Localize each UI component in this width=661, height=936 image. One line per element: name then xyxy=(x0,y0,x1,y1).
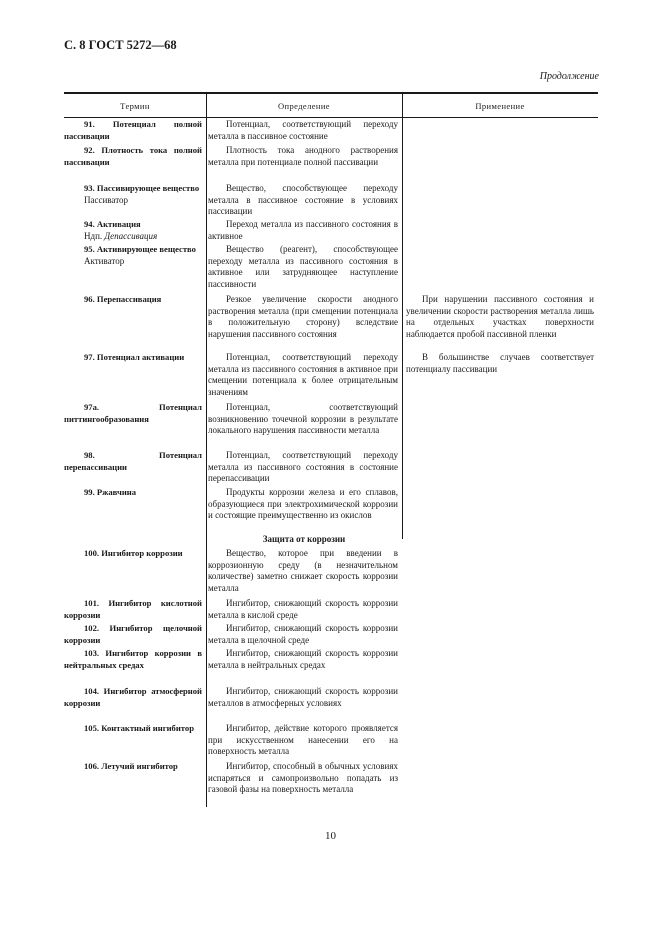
term-text: 98. Потенциал перепассивации xyxy=(64,450,202,472)
definition-cell: Ингибитор, снижающий скорость коррозии металла в нейтральных средах xyxy=(208,648,398,670)
term-cell xyxy=(64,598,202,621)
definition-cell: Вещество, способствующее переходу металла в пассивное состояние в условиях пассивации xyxy=(208,183,398,216)
column-header-term: Термин xyxy=(120,101,150,111)
term-text: 92. Плотность тока полной пассивации xyxy=(64,145,202,167)
section-title: Защита от коррозии xyxy=(262,534,346,544)
term-text: 97. Потенциал активации xyxy=(84,352,185,362)
table-top-rule xyxy=(64,92,598,94)
column-header-application: Применение xyxy=(475,101,525,111)
term-text: 101. Ингибитор кислотной коррозии xyxy=(64,598,202,620)
term-text: 99. Ржавчина xyxy=(84,487,137,497)
column-divider-2 xyxy=(402,93,403,539)
term-synonym xyxy=(64,231,202,243)
term-synonym: Пассиватор xyxy=(84,194,129,205)
definition-cell: Ингибитор, снижающий скорость коррозии металлов в атмосферных условиях xyxy=(208,686,398,708)
term-cell xyxy=(64,219,202,242)
term-text: 96. Перепассивация xyxy=(84,294,162,304)
term-cell xyxy=(64,686,202,709)
term-text: 94. Активация xyxy=(84,219,141,229)
term-cell xyxy=(64,648,202,671)
definition-cell: Ингибитор, способный в обычных условиях испаряться и самопроизвольно попадать из газовой фазы на поверхность металла xyxy=(208,761,398,794)
term-cell xyxy=(64,450,202,473)
page-number: 10 xyxy=(325,830,336,842)
term-cell xyxy=(64,244,202,267)
term-text: 105. Контактный ингибитор xyxy=(84,723,194,733)
term-synonym: Активатор xyxy=(84,255,125,266)
continuation-label: Продолжение xyxy=(539,71,599,82)
column-divider-1 xyxy=(206,93,207,807)
page-header: С. 8 ГОСТ 5272—68 xyxy=(64,38,177,52)
term-cell xyxy=(64,623,202,646)
term-cell xyxy=(64,145,202,168)
definition-cell: Вещество (реагент), способствующее переходу металла из пассивного состояния в активное или затрудняющее наступление пассивности xyxy=(208,244,398,289)
term-cell xyxy=(64,548,202,560)
definition-cell: Ингибитор, снижающий скорость коррозии металла в кислой среде xyxy=(208,598,398,620)
definition-cell: Плотность тока анодного растворения металла при потенциале полной пассивации xyxy=(208,145,398,167)
term-cell xyxy=(64,723,202,735)
column-header-definition: Определение xyxy=(278,101,330,111)
term-text: 102. Ингибитор щелочной коррозии xyxy=(64,623,202,645)
term-cell xyxy=(64,487,202,499)
application-cell: При нарушении пассивного состояния и увеличении скорости растворения металла лишь на отдельных участках поверхности наблюдается пробой пассивной пленки xyxy=(406,294,594,339)
definition-cell: Ингибитор, снижающий скорость коррозии металла в щелочной среде xyxy=(208,623,398,645)
table-header-rule xyxy=(64,117,598,118)
term-cell xyxy=(64,183,202,206)
definition-cell: Потенциал, соответствующий возникновению точечной коррозии в результате локального нарушения пассивности металла xyxy=(208,402,398,435)
term-cell xyxy=(64,352,202,364)
term-text: 103. Ингибитор коррозии в нейтральных средах xyxy=(64,648,202,670)
definition-cell: Ингибитор, действие которого проявляется при искусственном нанесении его на поверхность металла xyxy=(208,723,398,756)
term-cell xyxy=(64,119,202,142)
term-text: 104. Ингибитор атмосферной коррозии xyxy=(64,686,202,708)
term-text: 100. Ингибитор коррозии xyxy=(84,548,183,558)
definition-cell: Потенциал, соответствующий переходу металла из пассивного состояния в состояние перепассивации xyxy=(208,450,398,483)
definition-cell: Продукты коррозии железа и его сплавов, образующиеся при электрохимической коррозии и состоящие преимущественно из окислов xyxy=(208,487,398,520)
definition-cell: Переход металла из пассивного состояния в активное xyxy=(208,219,398,241)
definition-cell: Вещество, которое при введении в коррозионную среду (в незначительном количестве) заметно снижает скорость коррозии металла xyxy=(208,548,398,593)
term-text: 97а. Потенциал питтингообразования xyxy=(64,402,202,424)
term-text: 91. Потенциал полной пассивации xyxy=(64,119,202,141)
application-cell: В большинстве случаев соответствует потенциалу пассивации xyxy=(406,352,594,374)
term-text: 106. Летучий ингибитор xyxy=(84,761,178,771)
synonym-deprecated: Депассивация xyxy=(104,230,158,241)
term-cell xyxy=(64,761,202,773)
definition-cell: Потенциал, соответствующий переходу металла из пассивного состояния в активное при смещении потенциала к более отрицательным значениям xyxy=(208,352,398,397)
term-cell xyxy=(64,294,202,306)
synonym-label: Ндп. xyxy=(84,230,103,241)
definition-cell: Потенциал, соответствующий переходу металла в пассивное состояние xyxy=(208,119,398,141)
term-text: 95. Активирующее вещество xyxy=(84,244,196,254)
term-text: 93. Пассивирующее вещество xyxy=(84,183,200,193)
term-cell xyxy=(64,402,202,425)
definition-cell: Резкое увеличение скорости анодного растворения металла (при смещении потенциала в положительную сторону) вследствие нарушения пассивного состояния xyxy=(208,294,398,339)
